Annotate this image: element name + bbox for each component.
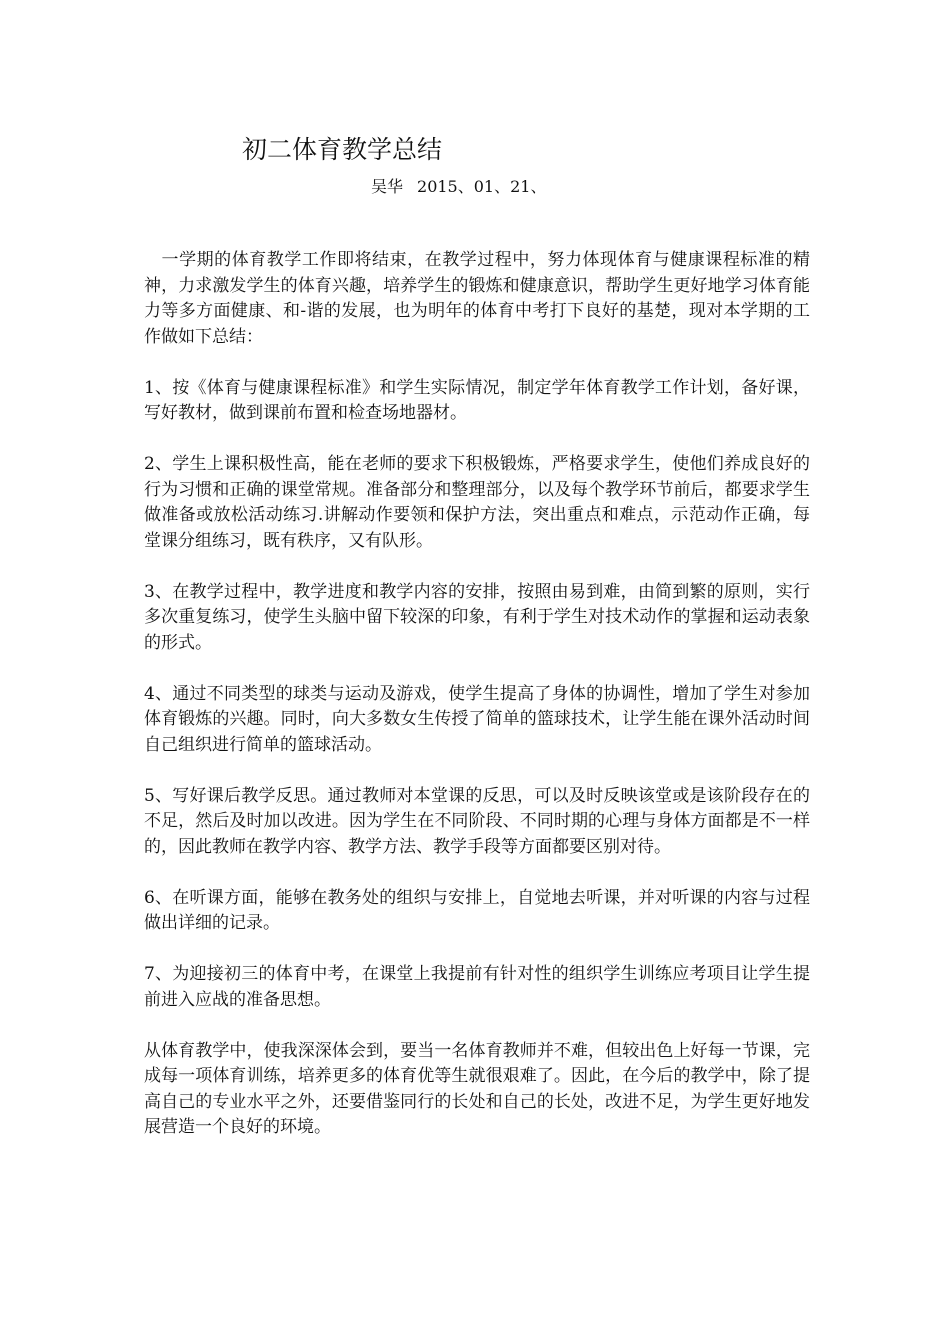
item-paragraph-2: 2、学生上课积极性高，能在老师的要求下积极锻炼，严格要求学生，使他们养成良好的行为习惯和正确的课堂常规。准备部分和整理部分，以及每个教学环节前后，都要求学生做准备或放松活动练习.讲解动作要领和保护方法，突出重点和难点，示范动作正确，每堂课分组练习，既有秩序，又有队形。 (144, 454, 810, 551)
intro-paragraph: 一学期的体育教学工作即将结束，在教学过程中，努力体现体育与健康课程标准的精神，力求激发学生的体育兴趣，培养学生的锻炼和健康意识，帮助学生更好地学习体育能力等多方面健康、和-谐的发展，也为明年的体育中考打下良好的基楚，现对本学期的工作做如下总结： (144, 250, 810, 347)
item-paragraph-5: 5、写好课后教学反思。通过教师对本堂课的反思，可以及时反映该堂或是该阶段存在的不足，然后及时加以改进。因为学生在不同阶段、不同时期的心理与身体方面都是不一样的，因此教师在教学内容、教学方法、教学手段等方面都要区别对待。 (144, 785, 810, 857)
conclusion-paragraph: 从体育教学中，使我深深体会到，要当一名体育教师并不难，但较出色上好每一节课，完成每一项体育训练，培养更多的体育优等生就很艰难了。因此，在今后的教学中，除了提高自己的专业水平之外，还要借鉴同行的长处和自己的长处，改进不足，为学生更好地发展营造一个良好的环境。 (144, 1040, 810, 1137)
author-name: 吴华 (371, 177, 404, 196)
document-body (144, 248, 810, 1141)
item-paragraph-1: 1、按《体育与健康课程标准》和学生实际情况，制定学年体育教学工作计划，备好课，写好教材，做到课前布置和检查场地器材。 (144, 377, 810, 423)
item-paragraph-4: 4、通过不同类型的球类与运动及游戏，使学生提高了身体的协调性，增加了学生对参加体育锻炼的兴趣。同时，向大多数女生传授了简单的篮球技术，让学生能在课外活动时间自己组织进行简单的篮球活动。 (144, 683, 810, 755)
item-paragraph-6: 6、在听课方面，能够在教务处的组织与安排上，自觉地去听课，并对听课的内容与过程做出详细的记录。 (144, 887, 810, 933)
document-title: 初二体育教学总结 (242, 135, 443, 164)
item-paragraph-7: 7、为迎接初三的体育中考，在课堂上我提前有针对性的组织学生训练应考项目让学生提前进入应战的准备思想。 (144, 964, 810, 1010)
item-paragraph-3: 3、在教学过程中，教学进度和教学内容的安排，按照由易到难，由简到繁的原则，实行多次重复练习，使学生头脑中留下较深的印象，有利于学生对技术动作的掌握和运动表象的形式。 (144, 581, 810, 653)
author-line (371, 176, 546, 198)
document-date: 2015、01、21、 (417, 177, 547, 196)
